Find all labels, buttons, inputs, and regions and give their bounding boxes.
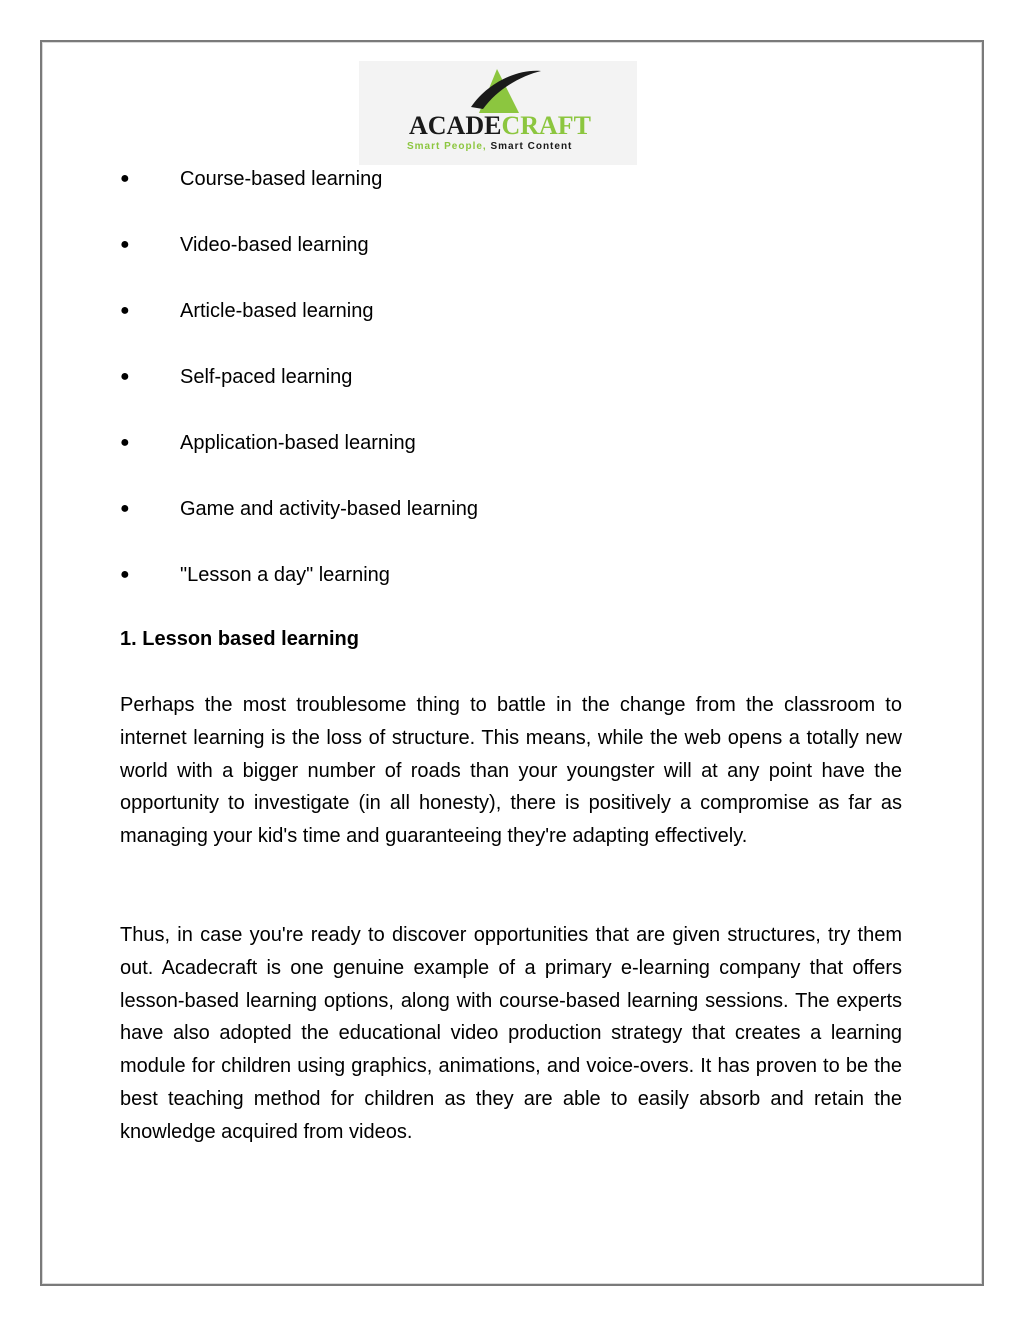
bullet-icon: ● (120, 368, 130, 385)
acadecraft-logo (359, 61, 637, 165)
list-item-label: Article-based learning (180, 300, 374, 322)
paragraph-structure: Perhaps the most troublesome thing to battle in the change from the classroom to internet learning is the loss of structure. This means, while the web opens a totally new world with a bigger number of roads than your youngster will at any point have the opportunity to investigate (in all honesty), there is positively a compromise as far as managing your kid's time and guaranteeing they're adapting effectively. (120, 694, 902, 848)
bullet-icon: ● (120, 566, 130, 583)
bullet-icon: ● (120, 236, 130, 253)
logo-brand-green: CRAFT (501, 111, 592, 140)
list-item (120, 558, 478, 624)
svg-text:Smart People, Smart Content (407, 141, 572, 152)
paragraph-acadecraft: Thus, in case you're ready to discover opportunities that are given structures, try them out. Acadecraft is one genuine example of a primary e-learning company that offers lesson-based learning options, along with course-based learning sessions. The experts have also adopted the educational video production strategy that creates a learning module for children using graphics, animations, and voice-overs. It has proven to be the best teaching method for children as they are able to easily absorb and retain the knowledge acquired from videos. (120, 924, 902, 1143)
bullet-icon: ● (120, 170, 130, 187)
section-heading: 1. Lesson based learning (120, 628, 359, 650)
list-item-label: "Lesson a day" learning (180, 564, 390, 586)
bullet-icon: ● (120, 500, 130, 517)
list-item-label: Self-paced learning (180, 366, 353, 388)
list-item (120, 228, 478, 294)
list-item-label: Course-based learning (180, 168, 383, 190)
logo-tagline-green: Smart People, (407, 141, 487, 152)
bullet-icon: ● (120, 302, 130, 319)
list-item-label: Game and activity-based learning (180, 498, 478, 520)
list-item (120, 426, 478, 492)
list-item (120, 492, 478, 558)
bullet-icon: ● (120, 434, 130, 451)
list-item (120, 162, 478, 228)
list-item (120, 294, 478, 360)
svg-text:ACADECRAFT (409, 111, 591, 140)
logo-brand-dark: ACADE (409, 111, 502, 140)
list-item-label: Video-based learning (180, 234, 369, 256)
learning-types-list (120, 162, 478, 624)
logo-tagline-dark: Smart Content (490, 141, 573, 152)
list-item (120, 360, 478, 426)
list-item-label: Application-based learning (180, 432, 416, 454)
